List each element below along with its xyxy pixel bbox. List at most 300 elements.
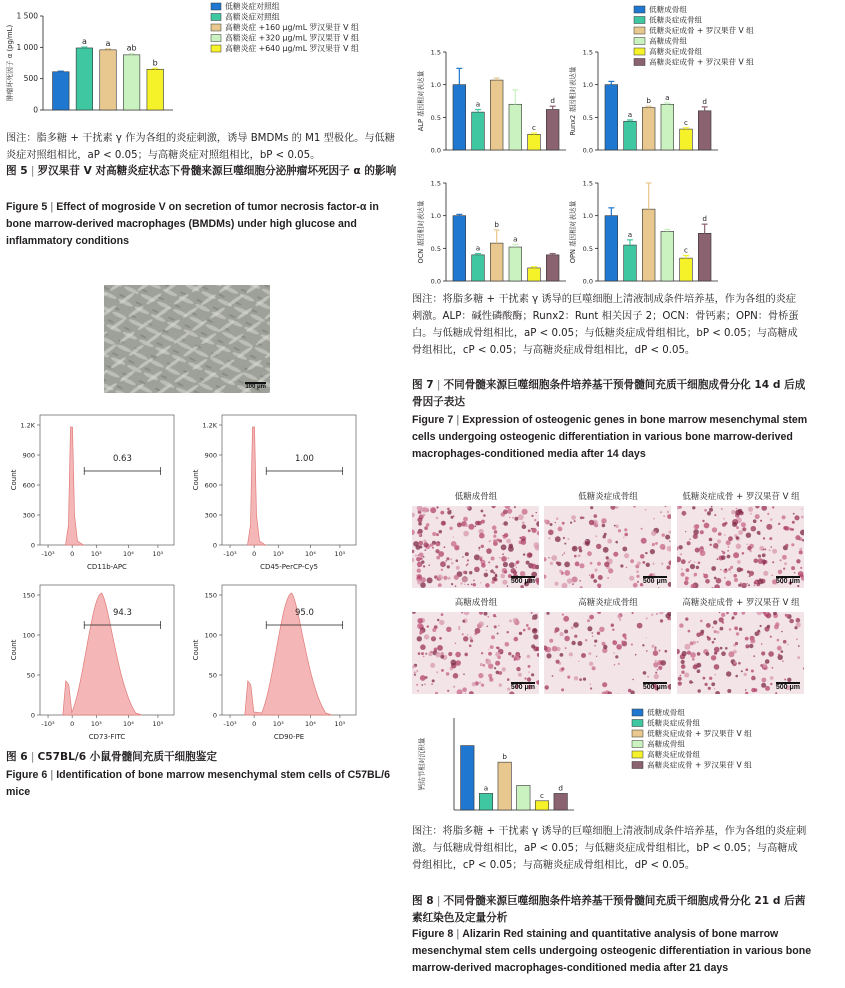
stain-dot: [441, 613, 444, 616]
stain-dot: [756, 612, 762, 615]
stain-dot: [758, 558, 764, 564]
stain-dot: [412, 612, 416, 614]
stain-dot: [606, 556, 609, 559]
stain-dot: [432, 628, 436, 632]
stain-dot: [526, 624, 529, 627]
fig8-title-cn: 图 8 | 不同骨髓来源巨噬细胞条件培养基干预骨髓间充质干细胞成骨分化 21 d 后茜素红染色及定量分析: [412, 895, 806, 924]
stain-dot: [761, 643, 762, 644]
fig8-title-en: Figure 8 | Alizarin Red staining and quantitative analysis of bone marrow mesenchymal stem cells undergoing osteogenic differentiation in various bone marrow-derived macrophages-conditioned media after 21 days: [412, 928, 812, 974]
stain-dot: [763, 549, 764, 550]
stain-dot: [502, 553, 504, 555]
stain-dot: [650, 549, 655, 554]
fig8-bar: [461, 746, 474, 810]
stain-dot: [514, 506, 516, 508]
fig7-legend-label: 高糖炎症成骨组: [649, 47, 703, 56]
stain-dot: [455, 652, 461, 658]
stain-dot: [437, 645, 443, 651]
stain-dot: [726, 612, 729, 614]
fig6-panel-2-ytick-label: 300: [204, 511, 217, 520]
fig8-legend-swatch: [632, 751, 643, 758]
fig7-chart-1-ytick-label: 0.0: [430, 146, 441, 155]
stain-dot: [483, 514, 486, 517]
stain-dot: [763, 571, 768, 576]
stain-dot: [548, 530, 554, 536]
stain-dot: [651, 531, 656, 536]
stain-dot: [462, 633, 464, 635]
stain-dot: [714, 647, 720, 653]
stain-dot: [454, 545, 460, 551]
fig5-legend-swatch: [211, 45, 221, 52]
stain-dot: [758, 556, 760, 558]
stain-dot: [777, 639, 780, 642]
stain-dot: [736, 526, 739, 529]
fig6-panel-2-frame: [222, 415, 356, 545]
stain-dot: [439, 530, 442, 533]
stain-dot: [640, 554, 645, 559]
stain-dot: [412, 665, 415, 668]
stain-dot: [753, 655, 755, 657]
stain-dot: [508, 652, 511, 655]
fig6-panel-4-ytick-label: 100: [204, 631, 217, 640]
stain-dot: [426, 523, 430, 527]
stain-dot: [706, 623, 711, 628]
stain-dot: [680, 675, 682, 677]
stain-dot: [527, 552, 533, 558]
fig5-title-en-text: Effect of mogroside V on secretion of tumor necrosis factor-α in bone marrow-derived macrophages (BMDMs) under high glucose and inflammatory conditions: [6, 201, 379, 247]
stain-dot: [533, 634, 538, 639]
fig7-chart-2-sig-label: c: [684, 117, 688, 127]
stain-dot: [716, 631, 719, 634]
stain-dot: [660, 619, 663, 622]
fig8-panel-label: 高糖炎症成骨组: [578, 598, 638, 608]
fig6-panel-2-xtick-label: 10⁴: [304, 550, 316, 558]
stain-dot: [616, 644, 622, 650]
stain-dot: [499, 557, 500, 558]
stain-dot: [518, 673, 522, 677]
stain-dot: [417, 690, 419, 692]
stain-dot: [438, 541, 440, 543]
stain-dot: [665, 535, 670, 540]
stain-dot: [550, 523, 553, 526]
stain-dot: [800, 567, 802, 569]
stain-dot: [687, 541, 691, 545]
stain-dot: [696, 566, 699, 569]
stain-dot: [558, 527, 563, 532]
fig6-panel-3-xtick-label: 10⁴: [122, 720, 134, 728]
stain-dot: [514, 637, 519, 642]
stain-dot: [791, 566, 795, 570]
stain-dot: [713, 620, 717, 624]
stain-dot: [658, 587, 659, 588]
stain-dot: [767, 625, 770, 628]
fig8-ylabel: 钙结节相对沉积量: [418, 737, 426, 791]
stain-dot: [719, 612, 721, 613]
stain-dot: [652, 543, 655, 546]
stain-dot: [546, 612, 549, 615]
fig7-chart-4-sig-label: a: [627, 229, 633, 239]
fig7-chart-3-bar: [528, 268, 541, 281]
fig6-panel-4-xlabel: CD90-PE: [273, 733, 305, 741]
stain-dot: [688, 630, 691, 633]
stain-dot: [747, 546, 751, 550]
stain-dot: [462, 577, 468, 583]
stain-dot: [494, 530, 498, 534]
stain-dot: [522, 521, 525, 524]
stain-dot: [601, 518, 606, 523]
stain-dot: [785, 614, 788, 617]
fig6-panel-1-ytick-label: 0: [30, 541, 35, 550]
stain-dot: [698, 562, 701, 565]
stain-dot: [725, 568, 727, 570]
stain-dot: [455, 585, 457, 587]
fig8-legend-label: 高糖炎症成骨 + 罗汉果苷 V 组: [647, 760, 752, 770]
fig7-chart-2-ytick-label: 0.0: [582, 146, 593, 155]
stain-dot: [412, 550, 414, 553]
fig8-legend-label: 低糖成骨组: [647, 708, 685, 717]
stain-dot: [502, 523, 504, 525]
stain-dot: [746, 544, 748, 546]
stain-dot: [711, 655, 716, 660]
stain-dot: [653, 650, 659, 656]
fig8-panel-label: 低糖成骨组: [454, 492, 498, 502]
stain-dot: [632, 612, 634, 614]
fig7-chart-2-bar: [642, 108, 655, 150]
stain-dot: [708, 687, 711, 690]
stain-dot: [430, 651, 433, 654]
stain-dot: [468, 524, 474, 530]
stain-dot: [587, 626, 592, 631]
stain-dot: [451, 562, 454, 565]
fig7-title-en: Figure 7 | Expression of osteogenic genes in bone marrow mesenchymal stem cells undergoing osteogenic differentiation in various bone marrow-derived macrophages-conditioned media after 14 days: [412, 414, 808, 460]
fig7-chart-2-bar: [605, 85, 618, 150]
stain-dot: [717, 558, 719, 560]
stain-dot: [784, 679, 786, 681]
fig6-panel-1-ytick-label: 1.2K: [20, 421, 35, 430]
stain-dot: [616, 506, 619, 509]
stain-dot: [454, 575, 459, 580]
stain-dot: [692, 658, 695, 661]
stain-dot: [439, 637, 442, 640]
stain-dot: [766, 524, 772, 530]
stain-dot: [494, 625, 497, 628]
fig7-chart-2-bar: [624, 121, 637, 150]
fig7-chart-1-bar: [546, 109, 559, 150]
stain-dot: [424, 549, 426, 551]
stain-dot: [772, 575, 773, 576]
fig6-panel-2-xlabel: CD45-PerCP-Cy5: [260, 563, 318, 571]
stain-dot: [652, 563, 654, 565]
stain-dot: [796, 618, 801, 623]
stain-dot: [614, 664, 616, 666]
stain-dot: [563, 552, 565, 554]
stain-dot: [465, 552, 469, 556]
fig7-chart-2-ytick-label: 0.5: [582, 113, 593, 122]
stain-dot: [491, 580, 494, 583]
stain-dot: [783, 568, 785, 570]
fig5-note-text: 图注：脂多糖 + 干扰素 γ 作为各组的炎症刺激，诱导 BMDMs 的 M1 型极化。与低糖炎症对照组相比，aP < 0.05；与高糖炎症对照组相比，bP < 0.05。: [6, 133, 395, 161]
fig6-panel-4-ytick-label: 0: [212, 711, 217, 720]
stain-dot: [749, 571, 754, 576]
stain-dot: [778, 654, 780, 656]
stain-dot: [735, 642, 738, 645]
stain-dot: [456, 559, 459, 562]
stain-dot: [744, 673, 747, 676]
stain-dot: [536, 512, 537, 513]
stain-dot: [418, 652, 421, 655]
stain-dot: [528, 627, 531, 630]
stain-dot: [765, 686, 770, 691]
stain-dot: [732, 616, 735, 619]
stain-dot: [480, 558, 483, 561]
stain-dot: [516, 561, 519, 564]
stain-dot: [459, 523, 461, 525]
stain-dot: [488, 561, 490, 563]
fig8-legend-swatch: [632, 741, 643, 748]
stain-dot: [549, 639, 553, 643]
stain-dot: [642, 644, 644, 646]
fig7-legend-label: 低糖成骨组: [649, 5, 687, 14]
fig7-chart-2-bar: [698, 111, 711, 150]
stain-dot: [415, 555, 417, 557]
stain-dot: [556, 660, 560, 664]
stain-dot: [509, 562, 515, 568]
fig5-legend-swatch: [211, 35, 221, 42]
stain-dot: [603, 547, 609, 553]
stain-dot: [758, 579, 763, 584]
stain-dot: [724, 534, 726, 536]
stain-dot: [771, 546, 773, 548]
stain-dot: [465, 693, 467, 695]
stain-dot: [417, 618, 423, 624]
stain-dot: [440, 561, 446, 567]
fig7-chart-3-sig-label: a: [475, 243, 481, 253]
stain-dot: [668, 684, 671, 690]
stain-dot: [484, 612, 488, 616]
fig6-panel-4-histogram: [245, 593, 332, 715]
stain-dot: [717, 539, 721, 543]
stain-dot: [470, 639, 473, 642]
stain-dot: [567, 538, 569, 540]
stain-dot: [479, 621, 484, 626]
stain-dot: [456, 566, 460, 570]
fig6-panel-2-xtick-label: 0: [252, 550, 257, 558]
stain-dot: [424, 526, 428, 530]
stain-dot: [508, 558, 509, 559]
stain-dot: [615, 525, 618, 528]
stain-dot: [418, 522, 422, 526]
fig5-ytick-label: 1 000: [16, 42, 38, 52]
stain-dot: [628, 689, 632, 693]
stain-dot: [727, 555, 731, 559]
stain-dot: [451, 583, 453, 585]
stain-dot: [665, 506, 667, 507]
fig6-panel-4-xtick-label: -10³: [223, 720, 237, 728]
stain-dot: [678, 677, 682, 681]
fig7-chart-3-ylabel: OCN 基因相对表达量: [417, 200, 425, 264]
stain-dot: [495, 652, 500, 657]
stain-dot: [742, 612, 746, 615]
stain-dot: [460, 582, 462, 584]
stain-dot: [417, 562, 423, 568]
stain-dot: [687, 651, 691, 655]
stain-dot: [660, 661, 663, 664]
stain-dot: [562, 554, 563, 555]
fig8-scalebar: 500 μm: [510, 684, 535, 691]
stain-dot: [574, 676, 578, 680]
stain-dot: [556, 517, 559, 520]
fig7-chart-4-bar: [661, 231, 674, 281]
fig6-panel-1-gate-value: 0.63: [112, 454, 132, 464]
fig8-label-cn: 图 8: [412, 895, 434, 907]
fig7-legend-label: 高糖成骨组: [649, 36, 687, 46]
stain-dot: [694, 573, 697, 576]
stain-dot: [658, 650, 660, 652]
stain-dot: [572, 583, 574, 585]
stain-dot: [504, 570, 507, 573]
stain-dot: [551, 555, 557, 561]
stain-dot: [624, 528, 627, 531]
stain-dot: [531, 528, 533, 530]
stain-dot: [424, 684, 425, 685]
stain-dot: [636, 575, 639, 578]
stain-dot: [762, 553, 766, 557]
stain-dot: [778, 523, 780, 525]
stain-dot: [562, 583, 568, 588]
stain-dot: [749, 644, 753, 648]
fig6-title-cn: 图 6 | C57BL/6 小鼠骨髓间充质干细胞鉴定: [6, 751, 217, 763]
stain-dot: [501, 544, 507, 550]
stain-dot: [645, 509, 647, 511]
fig7-chart-2-ytick-label: 1.5: [582, 48, 593, 57]
stain-dot: [721, 551, 723, 553]
stain-dot: [519, 632, 522, 635]
fig5-note: [6, 130, 404, 164]
stain-dot: [751, 526, 757, 532]
stain-dot: [480, 663, 483, 666]
stain-dot: [544, 575, 546, 579]
stain-dot: [689, 538, 691, 540]
stain-dot: [574, 555, 577, 558]
stain-dot: [768, 651, 774, 657]
stain-dot: [513, 618, 518, 623]
stain-dot: [738, 530, 743, 535]
stain-dot: [653, 518, 655, 520]
stain-dot: [562, 613, 564, 615]
fig6-panel-2-ytick-label: 1.2K: [202, 421, 217, 430]
fig7-label-en: Figure 7: [412, 414, 454, 426]
stain-dot: [735, 675, 738, 678]
stain-dot: [504, 533, 508, 537]
stain-dot: [491, 635, 495, 639]
stain-dot: [682, 511, 687, 516]
stain-dot: [679, 623, 683, 627]
stain-dot: [546, 653, 551, 658]
fig6-label-en: Figure 6: [6, 769, 48, 781]
fig8-stain-image: [544, 506, 671, 588]
stain-dot: [427, 577, 433, 583]
stain-dot: [706, 652, 710, 656]
stain-dot: [453, 536, 454, 537]
fig6-panel-1-xtick-label: 10⁵: [152, 550, 164, 558]
stain-dot: [555, 627, 560, 632]
stain-dot: [775, 692, 777, 694]
stain-dot: [478, 547, 480, 549]
stain-dot: [668, 560, 671, 565]
stain-dot: [424, 634, 429, 639]
stain-dot: [680, 553, 682, 555]
stain-dot: [799, 548, 802, 551]
stain-dot: [753, 519, 757, 523]
stain-dot: [421, 652, 424, 655]
stain-dot: [613, 652, 615, 654]
stain-dot: [519, 537, 521, 539]
stain-dot: [733, 661, 736, 664]
stain-dot: [432, 547, 434, 549]
stain-dot: [570, 522, 572, 524]
fig6-panel-2-xtick-label: -10³: [223, 550, 237, 558]
stain-dot: [481, 652, 483, 654]
stain-dot: [512, 517, 514, 519]
stain-dot: [462, 620, 465, 623]
stain-dot: [689, 680, 692, 683]
stain-dot: [793, 513, 795, 515]
stain-dot: [430, 507, 436, 513]
stain-dot: [637, 623, 643, 629]
stain-dot: [496, 647, 498, 649]
stain-dot: [499, 539, 502, 542]
stain-dot: [728, 651, 734, 657]
fig7-chart-3-sig-label: b: [494, 220, 499, 230]
fig5-sig-label: b: [152, 58, 158, 68]
fig8-legend-label: 低糖炎症成骨组: [647, 718, 701, 728]
stain-dot: [711, 566, 716, 571]
fig8-legend-swatch: [632, 709, 643, 716]
stain-dot: [417, 636, 422, 641]
stain-dot: [608, 568, 613, 573]
stain-dot: [769, 549, 771, 551]
fig7-chart-1-ylabel: ALP 基因相对表达量: [417, 70, 425, 132]
stain-dot: [797, 656, 800, 659]
fig6-flow-grid: [0, 405, 400, 745]
fig6-panel-2-ytick-label: 600: [204, 481, 217, 490]
fig8-chart: [410, 706, 830, 816]
fig6-panel-3-xtick-label: 10⁵: [152, 720, 164, 728]
fig7-legend-label: 高糖炎症成骨 + 罗汉果苷 V 组: [649, 57, 754, 67]
fig7-title-cn: 图 7 | 不同骨髓来源巨噬细胞条件培养基干预骨髓间充质干细胞成骨分化 14 d 后成骨因子表达: [412, 379, 806, 408]
stain-dot: [588, 652, 591, 655]
stain-dot: [796, 559, 800, 563]
stain-dot: [564, 543, 566, 545]
fig7-legend-label: 低糖炎症成骨组: [649, 15, 703, 25]
stain-dot: [502, 580, 507, 585]
stain-dot: [597, 562, 601, 566]
stain-dot: [545, 685, 549, 689]
stain-dot: [655, 647, 657, 649]
stain-dot: [631, 643, 633, 645]
stain-dot: [479, 612, 483, 615]
stain-dot: [704, 523, 710, 529]
stain-dot: [464, 653, 468, 657]
stain-dot: [418, 555, 419, 556]
stain-dot: [494, 667, 496, 669]
stain-dot: [695, 524, 699, 528]
fig7-chart-1-bar: [528, 134, 541, 150]
fig7-chart-1-ytick-label: 1.0: [430, 81, 441, 90]
stain-dot: [509, 544, 514, 549]
stain-dot: [734, 626, 738, 630]
fig6-panel-1-ylabel: Count: [10, 469, 18, 491]
stain-dot: [463, 636, 468, 641]
